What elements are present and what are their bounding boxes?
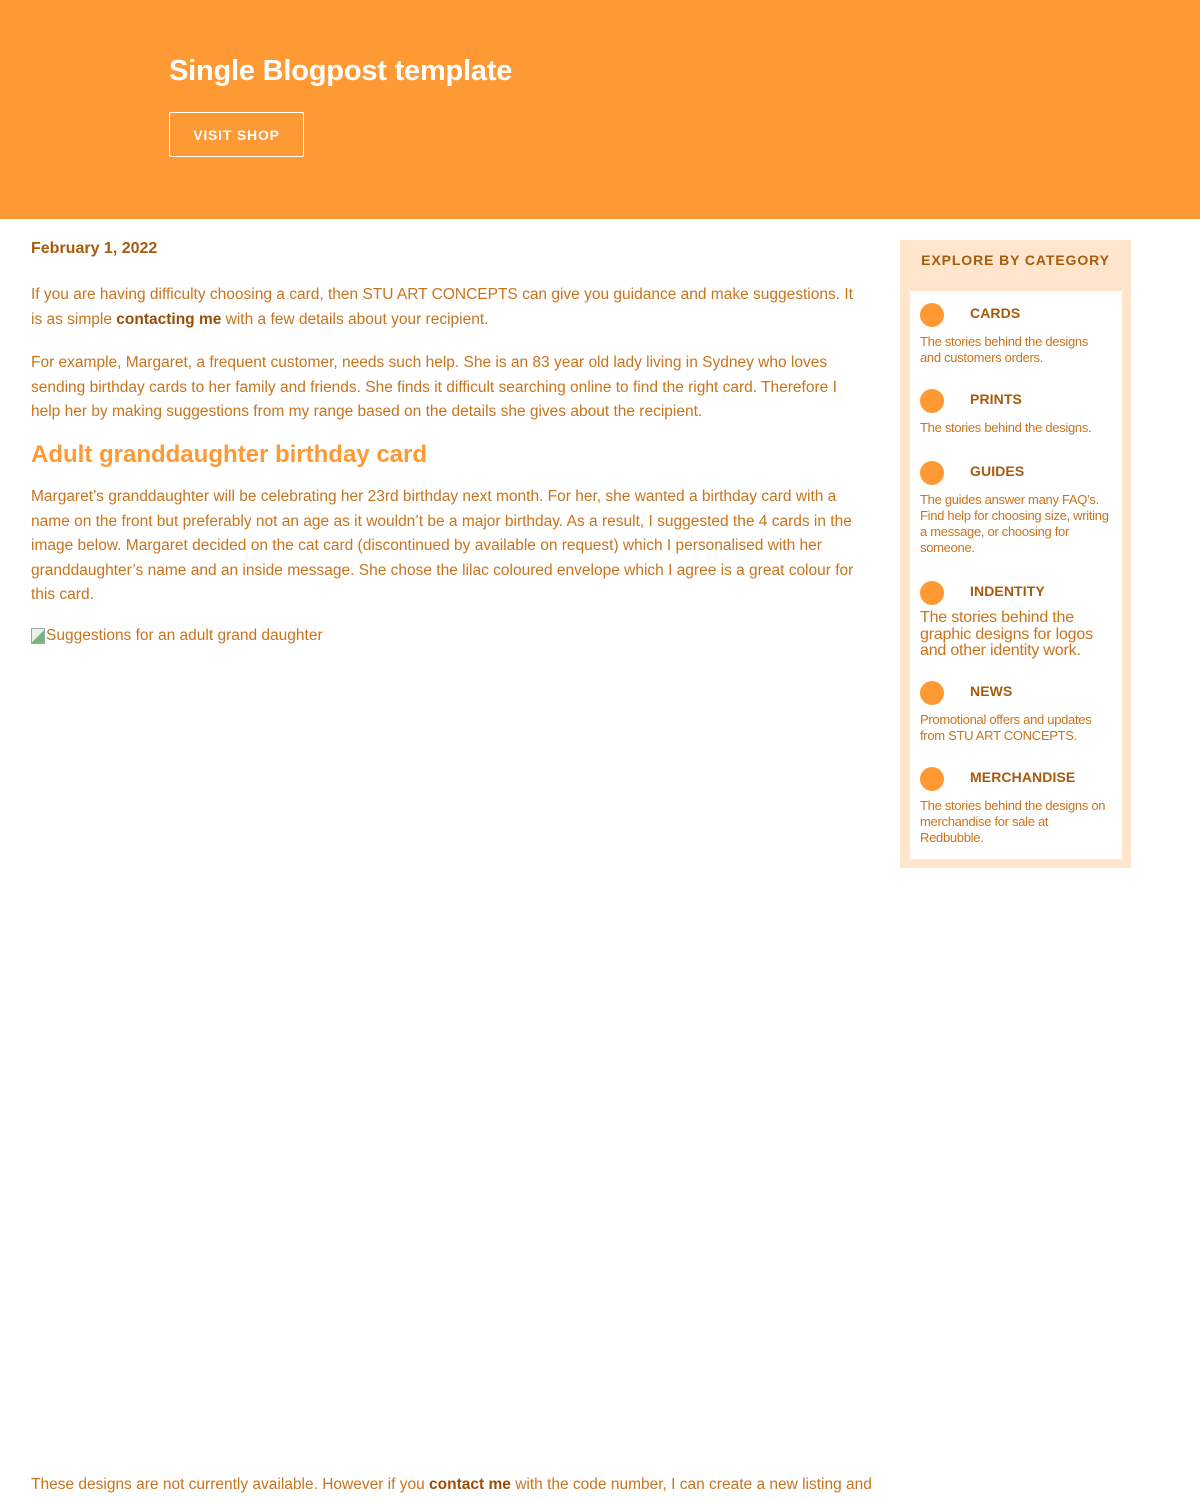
post-date: February 1, 2022	[31, 240, 158, 257]
category-name[interactable]: NEWS	[970, 683, 1013, 699]
category-sidebar	[900, 240, 1131, 868]
category-name[interactable]: INDENTITY	[970, 583, 1045, 599]
category-description: Promotional offers and updates from STU ART CONCEPTS.	[920, 712, 1092, 743]
broken-image-icon	[31, 628, 45, 644]
news-category-icon	[920, 681, 944, 705]
category-description: The guides answer many FAQ’s. Find help for choosing size, writing a message, or choosing for someone.	[920, 492, 1109, 555]
guides-category-icon	[920, 461, 944, 485]
category-description: The stories behind the designs and customers orders.	[920, 334, 1089, 365]
contacting-me-link[interactable]: contacting me	[116, 310, 222, 328]
category-description: The stories behind the graphic designs for logos and other identity work.	[920, 609, 1093, 659]
category-name[interactable]: CARDS	[970, 305, 1021, 321]
contact-me-link[interactable]: contact me	[429, 1476, 511, 1493]
sidebar-title: EXPLORE BY CATEGORY	[921, 252, 1110, 268]
prints-category-icon	[920, 389, 944, 413]
intro-text-start: If you are having difficulty choosing a card, then STU ART CONCEPTS can give you guidance and make suggestions. It is as simple	[31, 286, 853, 328]
visit-shop-button[interactable]: VISIT SHOP	[169, 112, 304, 157]
image-alt-text: Suggestions for an adult grand daughter	[46, 627, 323, 644]
availability-text-end: with the code number, I can create a new listing and	[510, 1476, 872, 1493]
identity-category-icon	[920, 581, 944, 605]
merchandise-category-icon	[920, 767, 944, 791]
cards-category-icon	[920, 303, 944, 327]
category-name[interactable]: GUIDES	[970, 463, 1025, 479]
section-heading: Adult granddaughter birthday card	[31, 441, 428, 468]
availability-paragraph	[31, 1473, 872, 1498]
category-description: The stories behind the designs on merchandise for sale at Redbubble.	[920, 798, 1106, 845]
category-name[interactable]: MERCHANDISE	[970, 769, 1076, 785]
category-name[interactable]: PRINTS	[970, 391, 1022, 407]
availability-text-start: These designs are not currently available. However if you	[31, 1476, 430, 1493]
intro-paragraph	[31, 283, 861, 332]
category-description: The stories behind the designs.	[920, 420, 1092, 435]
category-list	[910, 291, 1122, 859]
intro-text-end: with a few details about your recipient.	[221, 310, 489, 328]
granddaughter-paragraph: Margaret’s granddaughter will be celebrating her 23rd birthday next month. For her, she wanted a birthday card with a name on the front but preferably not an age as it wouldn’t be a major birthday. As a result, I suggested the 4 cards in the image below. Margaret decided on the cat card (discontinued by available on request) which I personalised with her granddaughter’s name and an inside message. She chose the lilac coloured envelope which I agree is a great colour for this card.	[31, 488, 854, 603]
hero-banner	[0, 0, 1200, 219]
page-title: Single Blogpost template	[169, 55, 513, 87]
example-paragraph: For example, Margaret, a frequent customer, needs such help. She is an 83 year old lady living in Sydney who loves sending birthday cards to her family and friends. She finds it difficult searching online to find the right card. Therefore I help her by making suggestions from my range based on the details she gives about the recipient.	[31, 354, 837, 420]
suggestions-image	[31, 627, 323, 645]
